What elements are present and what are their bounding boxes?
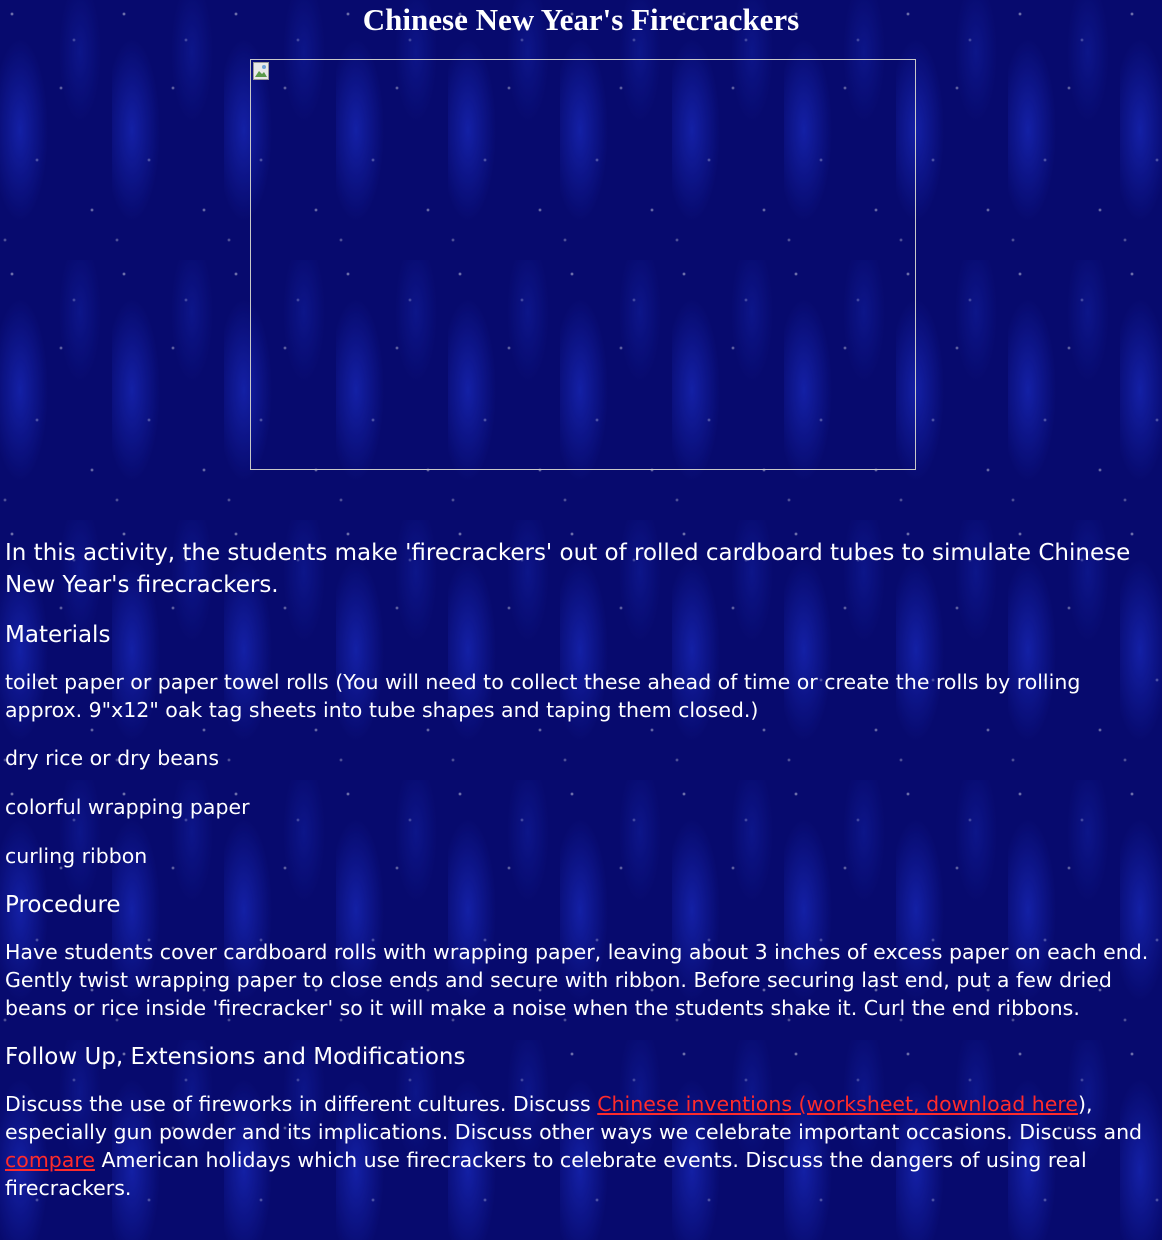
- follow-up-text-part: Discuss the use of fireworks in different cultures. Discuss: [5, 1092, 598, 1116]
- material-item: dry rice or dry beans: [5, 746, 220, 770]
- intro-text: In this activity, the students make 'firecrackers' out of rolled cardboard tubes to simulate Chinese New Year's firecrackers.: [5, 540, 1131, 598]
- material-item: colorful wrapping paper: [5, 795, 250, 819]
- firecrackers-image: [250, 59, 916, 470]
- follow-up-heading: Follow Up, Extensions and Modifications: [5, 1044, 466, 1070]
- broken-image-icon: [253, 62, 273, 82]
- materials-heading: Materials: [5, 622, 111, 648]
- page-title: Chinese New Year's Firecrackers: [362, 2, 800, 37]
- chinese-inventions-link[interactable]: Chinese inventions (worksheet, download here: [597, 1092, 1078, 1116]
- follow-up-text-part: American holidays which use firecrackers to celebrate events. Discuss the dangers of using real firecrackers.: [5, 1148, 1087, 1200]
- main-content: [5, 537, 1155, 1223]
- procedure-text: Have students cover cardboard rolls with wrapping paper, leaving about 3 inches of excess paper on each end. Gently twist wrapping paper to close ends and secure with ribbon. Before securing last end, put a few dried beans or rice inside 'firecracker' so it will make a noise when the students shake it. Curl the end ribbons.: [5, 940, 1149, 1020]
- material-item: curling ribbon: [5, 844, 148, 868]
- material-item: toilet paper or paper towel rolls (You will need to collect these ahead of time or create the rolls by rolling approx. 9"x12" oak tag sheets into tube shapes and taping them closed.): [5, 670, 1081, 722]
- procedure-heading: Procedure: [5, 892, 121, 918]
- follow-up-text-part: ), especially gun powder and its implications. Discuss other ways we celebrate important occasions. Discuss and: [5, 1092, 1143, 1144]
- compare-link[interactable]: compare: [5, 1148, 95, 1172]
- follow-up-text: [5, 1090, 1155, 1202]
